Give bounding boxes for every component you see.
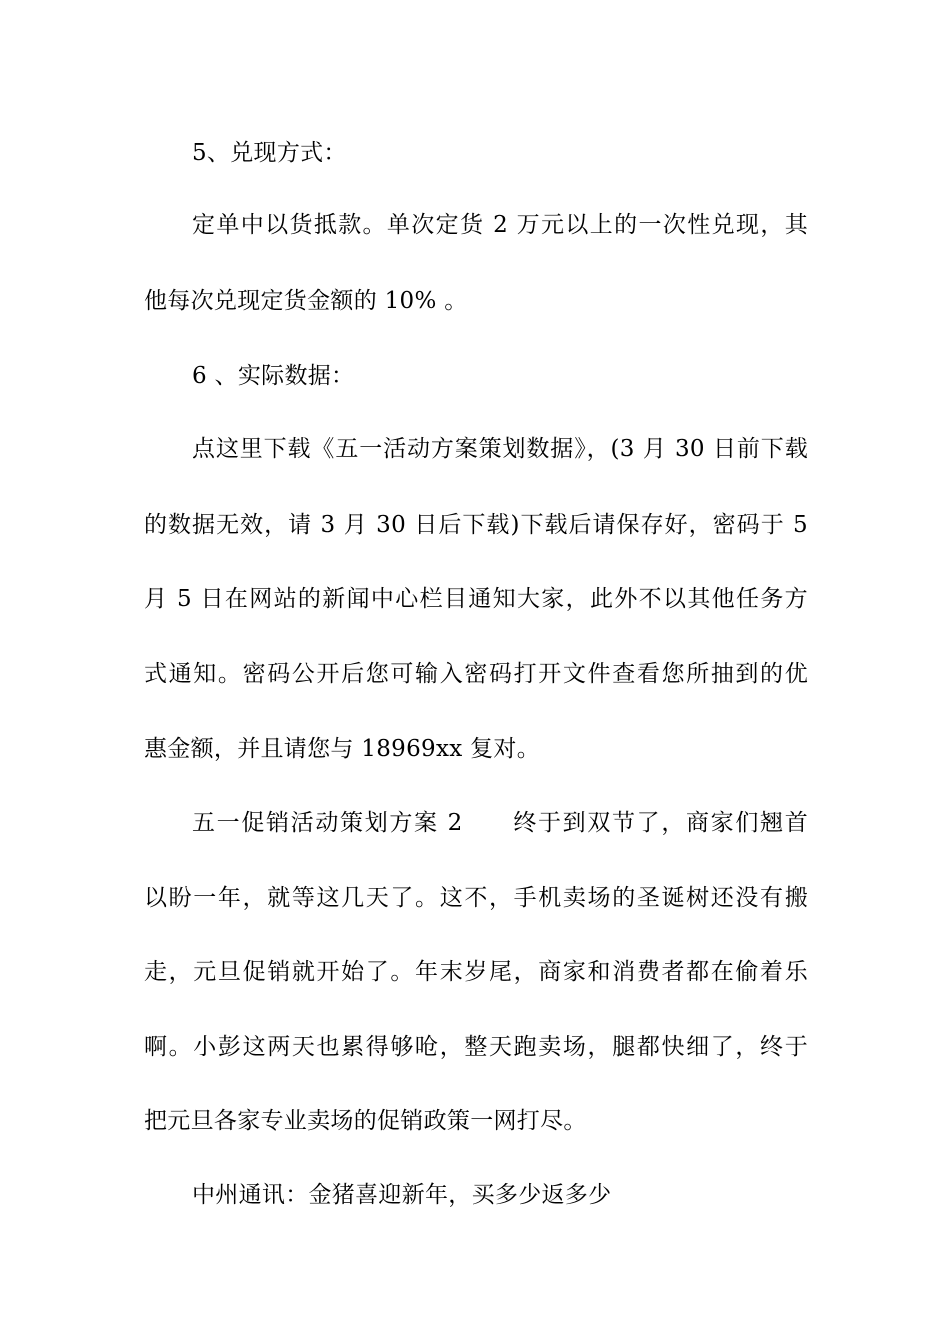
paragraph-line: 点这里下载《五一活动方案策划数据》，(3 月 30 日前下载 [192, 436, 808, 462]
paragraph-line: 五一促销活动策划方案 2 终于到双节了，商家们翘首 [192, 810, 808, 836]
paragraph-line: 惠金额，并且请您与 18969xx 复对。 [144, 736, 541, 762]
paragraph-line: 把元旦各家专业卖场的促销政策一网打尽。 [144, 1108, 587, 1134]
paragraph-line: 以盼一年，就等这几天了。这不，手机卖场的圣诞树还没有搬 [144, 885, 808, 911]
paragraph-line: 他每次兑现定货金额的 10% 。 [144, 288, 468, 314]
heading-actual-data: 6 、实际数据： [192, 363, 355, 389]
heading-redemption-method: 5、兑现方式： [192, 140, 347, 166]
paragraph-line: 式通知。密码公开后您可输入密码打开文件查看您所抽到的优 [144, 661, 808, 687]
paragraph-line: 的数据无效，请 3 月 30 日后下载)下载后请保存好，密码于 5 [144, 512, 808, 538]
paragraph-line: 月 5 日在网站的新闻中心栏目通知大家，此外不以其他任务方 [144, 586, 808, 612]
paragraph-line: 定单中以货抵款。单次定货 2 万元以上的一次性兑现，其 [192, 212, 808, 238]
paragraph-line: 走，元旦促销就开始了。年末岁尾，商家和消费者都在偷着乐 [144, 959, 808, 985]
heading-zhongzhou-telecom: 中州通讯：金猪喜迎新年，买多少返多少 [192, 1182, 612, 1208]
paragraph-line: 啊。小彭这两天也累得够呛，整天跑卖场，腿都快细了，终于 [144, 1034, 808, 1060]
